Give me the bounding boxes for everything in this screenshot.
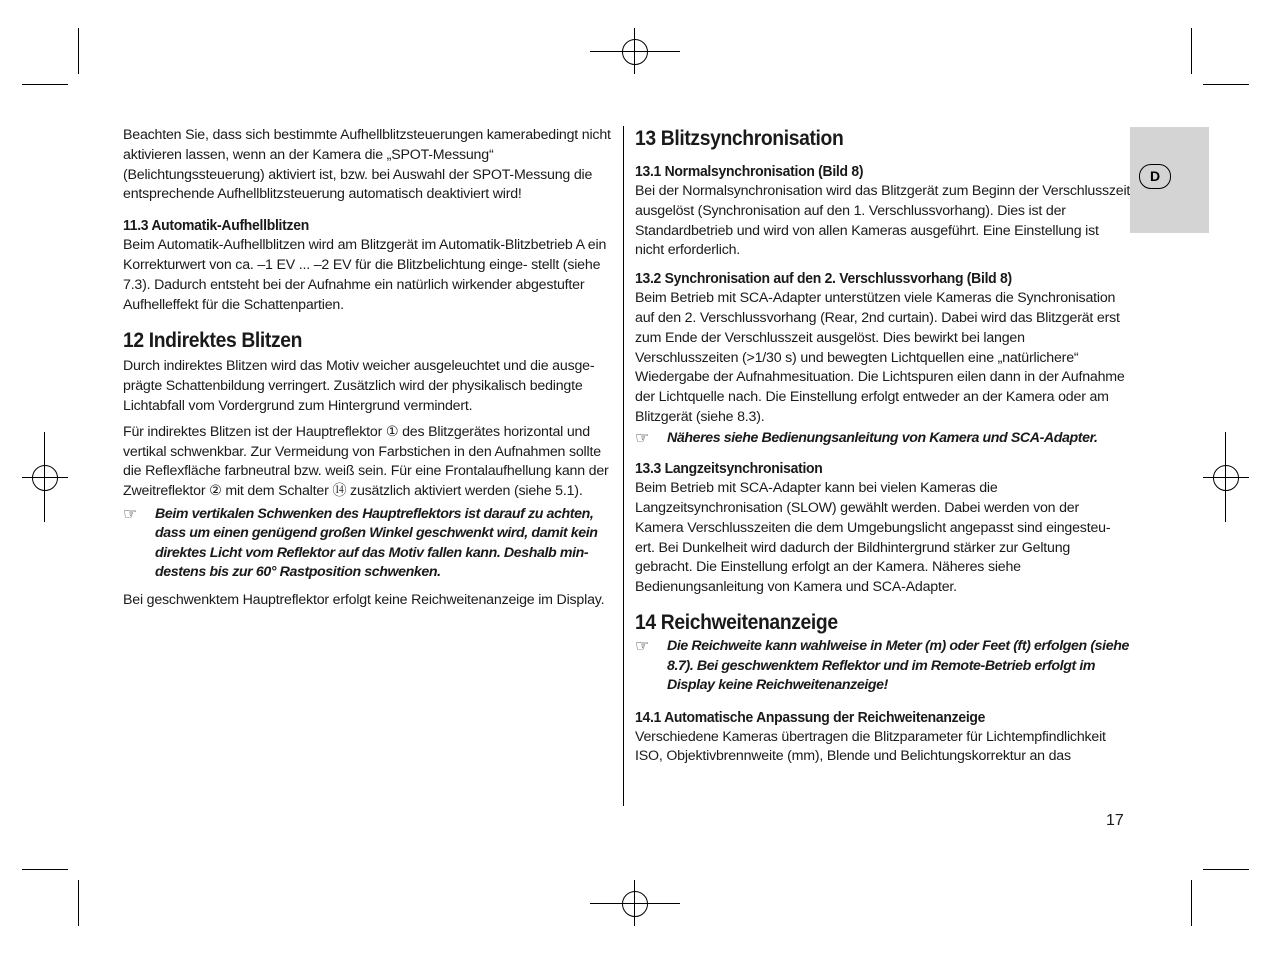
- section-12-paragraph-2: Für indirektes Blitzen ist der Hauptreflektor ① des Blitzgerätes horizontal und vertikal schwenkbar. Zur Vermeidung von Farbstichen in den Aufnahmen sollte die Reflexfläche farbneutral bzw. weiß sein. Für eine Frontalaufhellung kann der Zweitreflektor ② mit dem Schalter ⑭ zusätzlich aktiviert werden (siehe 5.1).: [123, 423, 609, 500]
- language-badge: D: [1139, 164, 1171, 189]
- column-divider: [623, 126, 624, 806]
- page-number: 17: [1106, 812, 1124, 829]
- section-12-note-text: Beim vertikalen Schwenken des Hauptreflektors ist darauf zu achten, dass um einen genügend großen Winkel geschwenkt wird, damit kein direktes Licht vom Reflektor auf das Motiv fallen kann. Deshalb min- destens bis zur 60° Rastposition schwenken.: [155, 505, 598, 581]
- section-13-2-title: 13.2 Synchronisation auf den 2. Verschlussvorhang (Bild 8): [635, 270, 1012, 288]
- pointing-hand-icon: ☞: [635, 638, 650, 656]
- section-13-2-body: Beim Betrieb mit SCA-Adapter unterstützen viele Kameras die Synchronisation auf den 2. Verschlussvorhang (Rear, 2nd curtain). Dabei wird das Blitzgerät erst zum Ende der Verschlusszeit ausgelöst. Dies bewirkt bei langen Verschlusszeiten (>1/30 s) und bewegten Lichtquellen eine „natürlichere“ Wiedergabe der Aufnahmesituation. Die Lichtspuren eilen dann in der Aufnahme der Lichtquelle nach. Die Einstellung erfolgt entweder an der Kamera oder am Blitzgerät (siehe 8.3).: [635, 290, 1125, 425]
- crop-mark: [78, 28, 79, 74]
- section-12-title: 12 Indirektes Blitzen: [123, 329, 303, 353]
- crop-mark: [1191, 880, 1192, 926]
- section-13-3-body: Beim Betrieb mit SCA-Adapter kann bei vielen Kameras die Langzeitsynchronisation (SLOW) gewählt werden. Dabei werden von der Kamera Verschlusszeiten die dem Umgebungslicht angepasst sind eingesteu- ert. Bei Dunkelheit wird dadurch der Bildhintergrund stärker zur Geltung gebracht. Die Einstellung erfolgt an der Kamera. Näheres siehe Bedienungsanleitung von Kamera und SCA-Adapter.: [635, 480, 1111, 596]
- section-14-note-text: Die Reichweite kann wahlweise in Meter (m) oder Feet (ft) erfolgen (siehe 8.7). Bei geschwenktem Reflektor und im Remote-Betrieb erfolgt im Display keine Reichweitenanzeige!: [667, 638, 1129, 694]
- pointing-hand-icon: ☞: [123, 505, 138, 523]
- language-tab: [1130, 127, 1209, 233]
- section-14-note: [635, 637, 1131, 696]
- section-14-1-body: Verschiedene Kameras übertragen die Blitzparameter für Lichtempfindlichkeit ISO, Objektivbrennweite (mm), Blende und Belichtungskorrektur an das: [635, 728, 1106, 765]
- pointing-hand-icon: ☞: [635, 429, 650, 447]
- left-column: [123, 126, 615, 611]
- section-12-note: [123, 505, 615, 583]
- section-13-title: 13 Blitzsynchronisation: [635, 127, 844, 150]
- section-11-3-title: 11.3 Automatik-Aufhellblitzen: [123, 217, 309, 235]
- section-12-paragraph-3: Bei geschwenktem Hauptreflektor erfolgt keine Reichweitenanzeige im Display.: [123, 591, 605, 608]
- section-13-1-body: Bei der Normalsynchronisation wird das Blitzgerät zum Beginn der Verschlusszeit ausgelöst (Synchronisation auf den 1. Verschlussvorhang). Dies ist der Standardbetrieb und wird von allen Kameras ausgeführt. Eine Einstellung ist nicht erforderlich.: [635, 183, 1131, 259]
- crop-mark: [1203, 869, 1249, 870]
- section-14-title: 14 Reichweitenanzeige: [635, 611, 838, 635]
- crop-mark: [22, 84, 68, 85]
- crop-mark: [22, 869, 68, 870]
- crop-mark: [1191, 28, 1192, 74]
- section-13-2-note: [635, 429, 1131, 449]
- section-14-1-title: 14.1 Automatische Anpassung der Reichweitenanzeige: [635, 708, 986, 726]
- intro-paragraph: Beachten Sie, dass sich bestimmte Aufhellblitzsteuerungen kamerabedingt nicht aktivieren lassen, wenn an der Kamera die „SPOT-Messung“ (Belichtungssteuerung) aktiviert ist, bzw. bei Auswahl der SPOT-Messung die entsprechende Aufhellblitzsteuerung automatisch deaktiviert wird!: [123, 127, 611, 203]
- crop-mark: [1203, 84, 1249, 85]
- section-11-3-body: Beim Automatik-Aufhellblitzen wird am Blitzgerät im Automatik-Blitzbetrieb A ein Korrekturwert von ca. –1 EV ... –2 EV für die Blitzbelichtung einge- stellt (siehe 7.3). Dadurch entsteht bei der Aufnahme ein natürlich wirkender abgestufter Aufhelleffekt für die Schattenpartien.: [123, 237, 607, 313]
- section-13-2-note-text: Näheres siehe Bedienungsanleitung von Kamera und SCA-Adapter.: [667, 429, 1098, 446]
- section-12-paragraph-1: Durch indirektes Blitzen wird das Motiv weicher ausgeleuchtet und die ausge- prägte Schattenbildung verringert. Zusätzlich wird der physikalisch bedingte Lichtabfall vom Vordergrund zum Hintergrund vermindert.: [123, 358, 595, 414]
- crop-mark: [78, 880, 79, 926]
- section-13-3-title: 13.3 Langzeitsynchronisation: [635, 460, 823, 478]
- section-13-1-title: 13.1 Normalsynchronisation (Bild 8): [635, 163, 864, 180]
- right-column: [635, 126, 1131, 767]
